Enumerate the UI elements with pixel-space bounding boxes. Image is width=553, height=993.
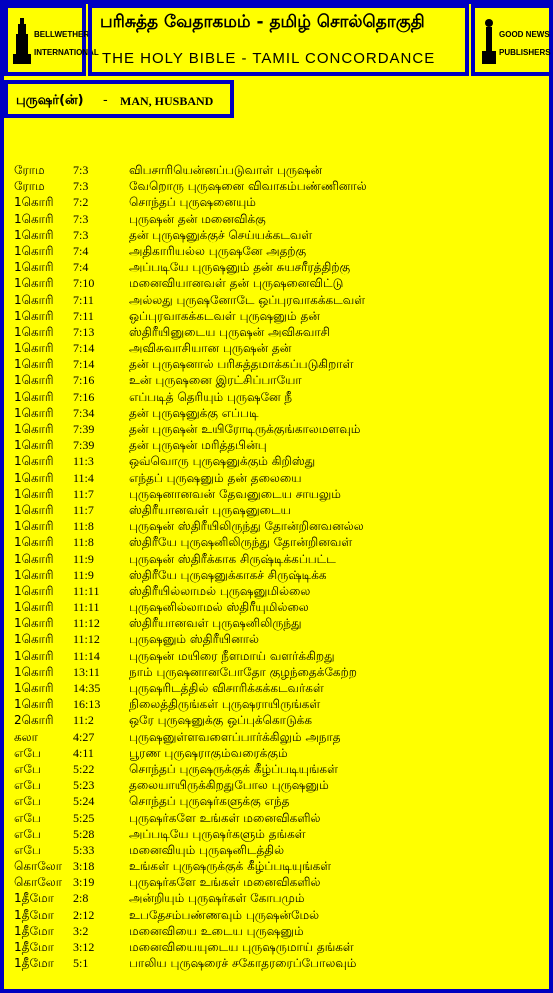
verse-text: ஸ்திரீயானவள் புருஷனுடைய [129,502,291,517]
verse-book: 1கொரி [14,519,54,534]
verse-text: தன் புருஷனுக்கு எப்படி [129,405,259,420]
verse-book: எபே [14,778,41,793]
list-item [12,859,542,875]
verse-text: தன் புருஷனுக்குச் செய்யக்கடவள் [129,227,313,242]
verse-ref: 11:11 [73,583,100,598]
headword-english: MAN, HUSBAND [120,94,214,108]
verse-ref: 3:2 [73,923,89,938]
list-item [12,228,542,244]
verse-ref: 11:9 [73,567,94,582]
verse-text: உங்கள் புருஷருக்குக் கீழ்ப்படியுங்கள் [129,859,332,874]
list-item [12,552,542,568]
list-item [12,503,542,519]
verse-book: 1தீமோ [14,923,54,938]
verse-book: 1கொரி [14,308,54,323]
verse-text: புருஷன் தன் மனைவிக்கு [129,211,266,226]
verse-book: 1கொரி [14,470,54,485]
lamp-icon [481,18,497,64]
title-tamil: பரிசுத்த வேதாகமம் - தமிழ் சொல்தொகுதி [100,12,425,32]
verse-book: 1கொரி [14,648,54,663]
list-item [12,276,542,292]
verse-book: எபே [14,810,41,825]
verse-text: புருஷர்களே உங்கள் மனைவிகளில் [129,875,321,890]
list-item [12,341,542,357]
verse-text: நிலைத்திருங்கள் புருஷராயிருங்கள் [129,697,321,712]
verse-book: கொலோ [14,859,63,874]
verse-ref: 3:19 [73,875,95,890]
list-item [12,730,542,746]
verse-ref: 5:33 [73,842,95,857]
verse-text: ஸ்திரீயானவள் புருஷனிலிருந்து [129,616,302,631]
verse-ref: 5:23 [73,778,95,793]
verse-book: எபே [14,761,41,776]
list-item [12,713,542,729]
verse-text: புருஷன் ஸ்திரீக்காக சிருஷ்டிக்கப்பட்ட [129,551,336,566]
verse-book: 1கொரி [14,373,54,388]
verse-book: 1கொரி [14,438,54,453]
verse-book: 1கொரி [14,405,54,420]
verse-text: விபசாரியென்னப்படுவாள் புருஷன் [129,163,323,177]
verse-book: 1கொரி [14,486,54,501]
list-item [12,406,542,422]
verse-ref: 7:3 [73,179,89,194]
header [4,4,549,80]
verse-text: சொந்தப் புருஷர்களுக்கு எந்த [129,794,290,809]
verse-text: சொந்தப் புருஷனையும் [129,195,256,210]
verse-ref: 11:2 [73,713,94,728]
list-item [12,212,542,228]
verse-ref: 7:11 [73,292,94,307]
headword-box [4,80,234,118]
verse-ref: 3:12 [73,940,95,954]
verse-book: 1தீமோ [14,907,54,922]
verse-book: 1கொரி [14,600,54,615]
list-item [12,697,542,713]
verse-ref: 11:8 [73,519,94,534]
verse-ref: 11:14 [73,648,100,663]
list-item [12,357,542,373]
verse-ref: 16:13 [73,697,101,712]
right-logo-line1: GOOD NEWS [499,30,550,39]
list-item [12,325,542,341]
verse-ref: 11:3 [73,454,94,469]
verse-text: ஒரே புருஷனுக்கு ஒப்புக்கொடுக்க [129,713,313,728]
list-item [12,244,542,260]
list-item [12,762,542,778]
verse-book: 1கொரி [14,681,54,695]
verse-book: 1கொரி [14,243,54,258]
list-item [12,535,542,551]
list-item [12,309,542,325]
verse-ref: 7:34 [73,405,95,420]
verse-text: புருஷர்களே உங்கள் மனைவிகளில் [129,810,321,825]
verse-ref: 7:14 [73,357,95,372]
verse-ref: 11:12 [73,616,100,631]
verse-book: 1கொரி [14,551,54,566]
verse-ref: 7:3 [73,211,89,226]
verse-ref: 7:11 [73,308,94,323]
verse-book: எபே [14,842,41,857]
verse-text: மனைவியை உடைய புருஷனும் [129,923,304,938]
verse-text: தன் புருஷன் மரித்தபின்பு [129,438,267,453]
verse-book: 1கொரி [14,389,54,404]
list-item [12,891,542,907]
verse-book: 1தீமோ [14,956,54,971]
verse-book: 1கொரி [14,341,54,356]
verse-text: புருஷன் மயிரை நீளமாய் வளர்க்கிறது [129,648,335,663]
verse-book: 1கொரி [14,276,54,291]
verse-text: மனைவியானவள் தன் புருஷனைவிட்டு [129,276,344,291]
left-logo-line1: BELLWETHER [34,30,90,39]
verse-ref: 7:13 [73,324,95,339]
verse-text: அதிகாரியல்ல புருஷனே அதற்கு [129,243,307,258]
verse-text: புருஷரிடத்தில் விசாரிக்கக்கடவர்கள் [129,681,324,695]
list-item [12,568,542,584]
verse-ref: 7:14 [73,341,95,356]
list-item [12,390,542,406]
list-item [12,260,542,276]
verse-ref: 11:7 [73,502,94,517]
verse-book: 1கொரி [14,583,54,598]
verse-text: தலையாயிருக்கிறதுபோல புருஷனும் [129,778,329,793]
list-item [12,649,542,665]
verse-ref: 7:10 [73,276,95,291]
verse-text: தன் புருஷன் உயிரோடிருக்குங்காலமளவும் [129,422,361,436]
verse-book: 1கொரி [14,454,54,469]
verse-ref: 5:1 [73,956,89,971]
verse-book: ரோம [14,163,45,177]
list-item [12,471,542,487]
list-item [12,681,542,697]
verse-text: அல்லது புருஷனோடே ஒப்புரவாகக்கடவள் [129,292,366,307]
list-item [12,665,542,681]
verse-ref: 5:24 [73,794,95,809]
right-logo-line2: PUBLISHERS [499,48,551,57]
list-item [12,519,542,535]
list-item [12,843,542,859]
verse-book: 1கொரி [14,260,54,275]
verse-text: அவிசுவாசியான புருஷன் தன் [129,341,292,356]
list-item [12,584,542,600]
verse-ref: 5:28 [73,826,95,841]
tower-icon [12,18,32,64]
verse-book: 1தீமோ [14,891,54,906]
verse-text: ஸ்திரீயே புருஷனுக்காகச் சிருஷ்டிக்க [129,567,327,582]
list-item [12,487,542,503]
verse-book: 1கொரி [14,324,54,339]
verse-ref: 7:4 [73,243,89,258]
list-item [12,778,542,794]
goodnews-logo [471,4,553,76]
verse-text: பூரண புருஷராகும்வரைக்கும் [129,745,288,760]
title-english: THE HOLY BIBLE - TAMIL CONCORDANCE [102,50,436,67]
verse-book: 1கொரி [14,664,54,679]
verse-text: புருஷனில்லாமல் ஸ்திரீயுமில்லை [129,600,309,615]
verse-text: சொந்தப் புருஷருக்குக் கீழ்ப்படியுங்கள் [129,761,338,776]
verse-ref: 5:22 [73,761,95,776]
verse-ref: 11:9 [73,551,94,566]
verse-ref: 7:2 [73,195,89,210]
headword-dash: - [103,93,108,108]
verse-book: 2கொரி [14,713,54,728]
list-item [12,195,542,211]
list-item [12,908,542,924]
verse-ref: 7:16 [73,389,95,404]
list-item [12,616,542,632]
verse-ref: 11:8 [73,535,94,550]
verse-text: பாலிய புருஷரைச் சகோதரரைப்போலவும் [129,956,357,971]
list-item [12,940,542,956]
verse-text: ஒவ்வொரு புருஷனுக்கும் கிறிஸ்து [129,454,316,469]
list-item [12,746,542,762]
verse-book: 1கொரி [14,632,54,647]
bellwether-logo [4,4,99,76]
verse-ref: 3:18 [73,859,95,874]
verse-book: ரோம [14,179,45,194]
verse-ref: 5:25 [73,810,95,825]
list-item [12,438,542,454]
verse-book: கொலோ [14,875,63,890]
verse-ref: 4:11 [73,745,94,760]
title-box [88,4,469,76]
verse-ref: 7:16 [73,373,95,388]
left-logo-line2: INTERNATIONAL [34,48,99,57]
verse-text: புருஷனும் ஸ்திரீயினால் [129,632,259,647]
verse-text: புருஷன் ஸ்திரீயிலிருந்து தோன்றினவனல்ல [129,519,364,534]
list-item [12,293,542,309]
list-item [12,827,542,843]
verse-ref: 11:7 [73,486,94,501]
verse-text: உன் புருஷனை இரட்சிப்பாயோ [129,373,302,388]
headword-tamil: புருஷர்(ன்) [16,93,84,108]
verse-book: 1கொரி [14,697,54,712]
list-item [12,924,542,940]
verse-book: 1கொரி [14,535,54,550]
verse-ref: 11:12 [73,632,100,647]
verse-text: அப்படியே புருஷனும் தன் சுயசரீரத்திற்கு [129,260,351,275]
verse-ref: 11:4 [73,470,94,485]
verse-book: 1கொரி [14,195,54,210]
verse-text: வேறொரு புருஷனை விவாகம்பண்ணினால் [129,179,367,194]
verse-book: 1கொரி [14,227,54,242]
list-item [12,179,542,195]
list-item [12,794,542,810]
verse-book: 1கொரி [14,292,54,307]
verse-book: 1கொரி [14,422,54,436]
verse-ref: 2:12 [73,907,95,922]
verse-book: எபே [14,826,41,841]
verse-text: ஒப்புரவாகக்கடவள் புருஷனும் தன் [129,308,320,323]
list-item [12,811,542,827]
verse-text: ஸ்திரீயில்லாமல் புருஷனுமில்லை [129,583,311,598]
list-item [12,373,542,389]
list-item [12,600,542,616]
verse-ref: 2:8 [73,891,89,906]
verse-text: மனைவியும் புருஷனிடத்தில் [129,842,285,857]
verse-ref: 7:3 [73,227,89,242]
list-item [12,956,542,972]
list-item [12,875,542,891]
verse-text: எந்தப் புருஷனும் தன் தலையை [129,470,302,485]
verse-text: ஸ்திரீயினுடைய புருஷன் அவிசுவாசி [129,324,331,339]
verse-book: 1கொரி [14,357,54,372]
verse-book: 1கொரி [14,567,54,582]
verse-text: அன்றியும் புருஷர்கள் கோபமும் [129,891,305,906]
verse-text: புருஷனானவன் தேவனுடைய சாயலும் [129,486,341,501]
verse-text: புருஷனுள்ளவளைப்பார்க்கிலும் அநாத [129,729,341,744]
verse-text: அப்படியே புருஷர்களும் தங்கள் [129,826,306,841]
verse-ref: 7:3 [73,163,89,177]
verse-text: உபதேசம்பண்ணவும் புருஷன்மேல் [129,907,320,922]
verse-text: மனைவியையுடைய புருஷருமாய் தங்கள் [129,940,354,954]
verse-book: 1கொரி [14,211,54,226]
verse-book: எபே [14,745,41,760]
verse-text: ஸ்திரீயே புருஷனிலிருந்து தோன்றினவள் [129,535,353,550]
list-item [12,632,542,648]
verse-text: எப்படித் தெரியும் புருஷனே நீ [129,389,293,404]
verse-ref: 7:39 [73,438,95,453]
verse-book: 1கொரி [14,502,54,517]
list-item [12,454,542,470]
verse-ref: 7:4 [73,260,89,275]
verse-ref: 4:27 [73,729,95,744]
verse-ref: 7:39 [73,422,95,436]
verse-book: கலா [14,729,38,744]
verse-book: 1தீமோ [14,940,54,954]
verse-text: தன் புருஷனால் பரிசுத்தமாக்கப்படுகிறாள் [129,357,354,372]
verse-ref: 13:11 [73,664,100,679]
list-item [12,163,542,179]
concordance-list [12,163,542,972]
verse-ref: 11:11 [73,600,100,615]
verse-ref: 14:35 [73,681,101,695]
verse-book: எபே [14,794,41,809]
list-item [12,422,542,438]
verse-text: நாம் புருஷனானபோதோ குழந்தைக்கேற்ற [129,664,357,679]
verse-book: 1கொரி [14,616,54,631]
